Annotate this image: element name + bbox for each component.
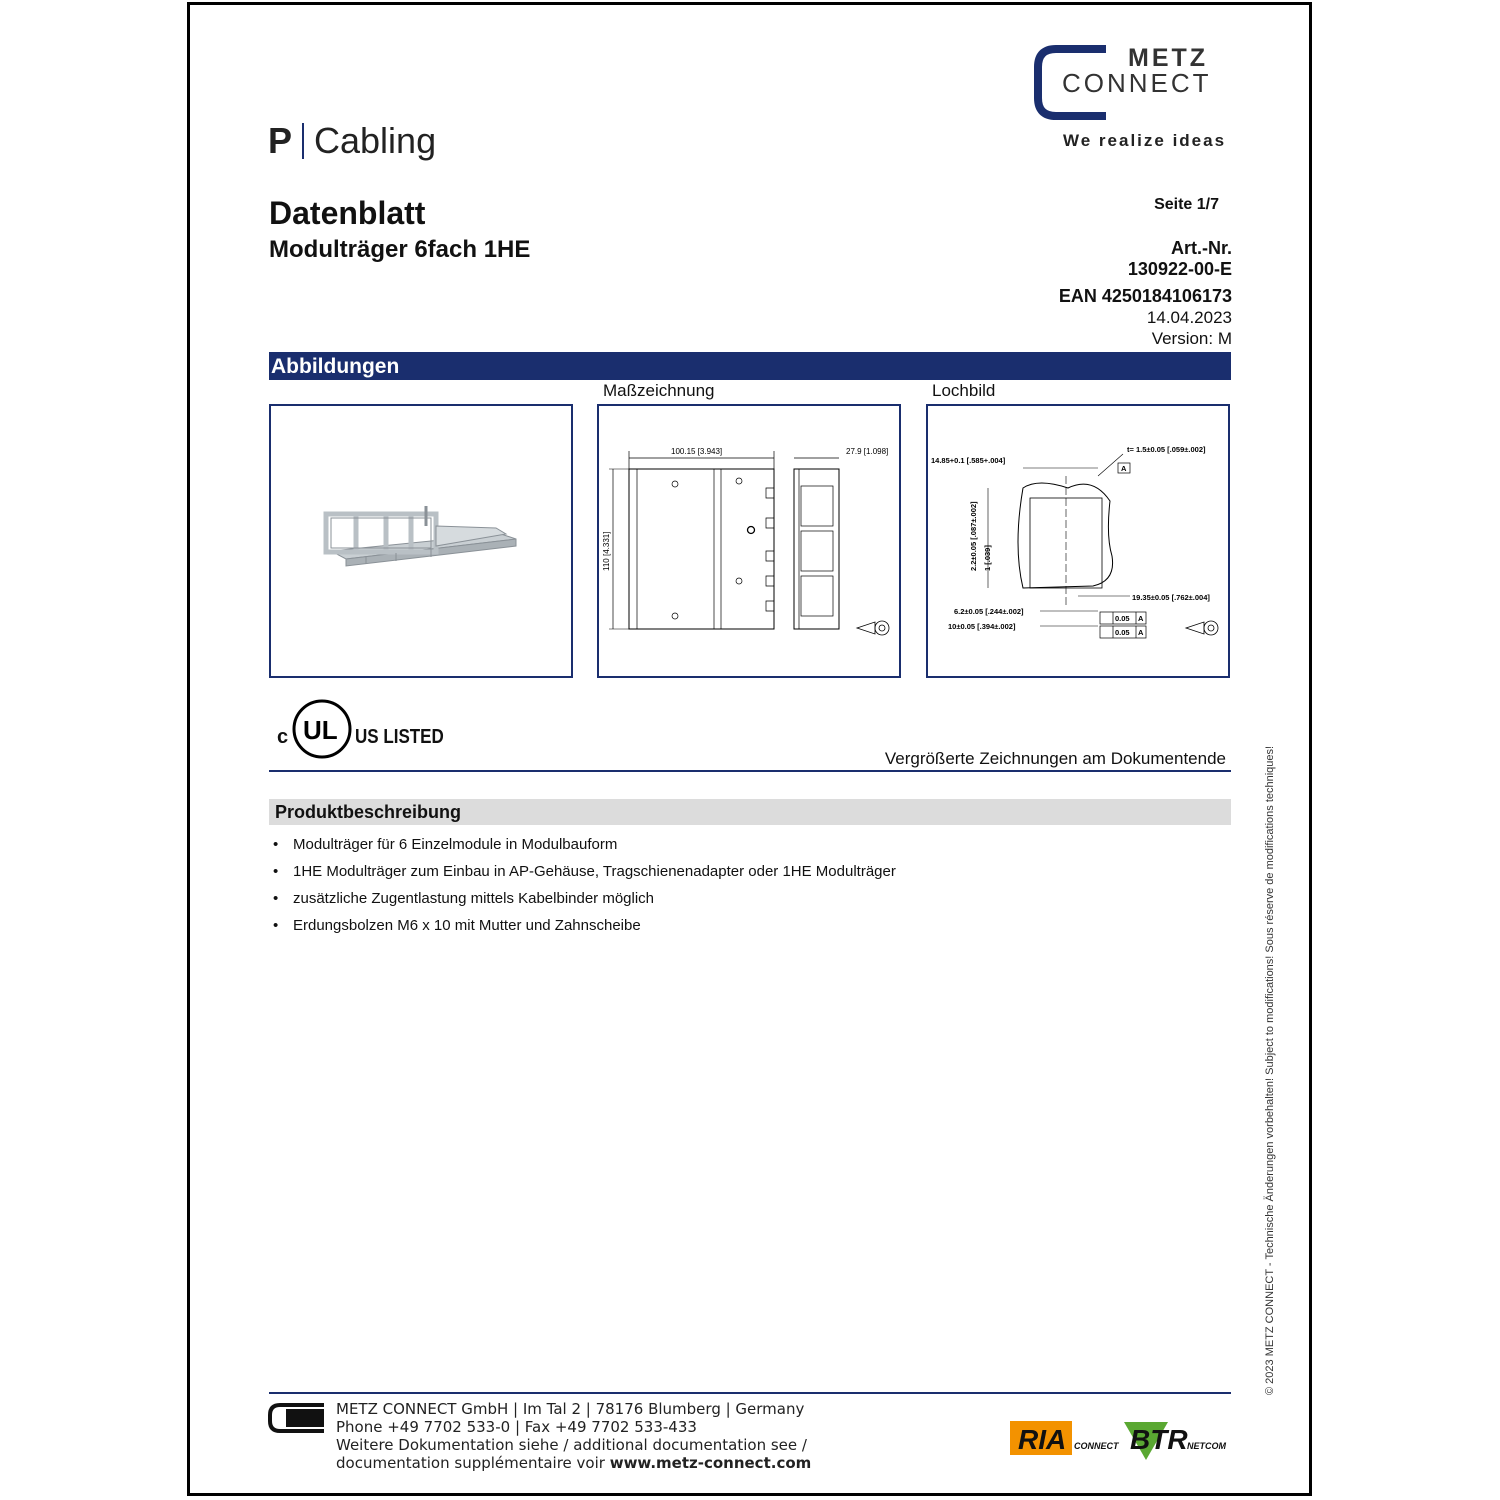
enlarged-drawings-note: Vergrößerte Zeichnungen am Dokumentende xyxy=(884,749,1226,768)
product-image xyxy=(269,404,573,678)
dim-depth-label: 27.9 [1.098] xyxy=(846,447,889,456)
art-number: 130922-00-E xyxy=(1127,259,1232,279)
doc-title: Datenblatt xyxy=(269,195,426,231)
hole-w4-label: 10±0.05 [.394±.002] xyxy=(948,622,1016,631)
footer-divider xyxy=(269,1392,1231,1394)
footer-line1: METZ CONNECT GmbH | Im Tal 2 | 78176 Blumberg | Germany xyxy=(336,1400,805,1418)
logo-slogan: We realize ideas xyxy=(1063,131,1227,150)
ria-logo-text: RIA xyxy=(1018,1424,1067,1455)
ul-listed-mark xyxy=(275,698,450,760)
hole-tol1-label: 0.05 xyxy=(1115,614,1130,623)
label-dimension-drawing: Maßzeichnung xyxy=(603,381,715,400)
hole-w2-label: 19.35±0.05 [.762±.004] xyxy=(1132,593,1210,602)
doc-version: Version: M xyxy=(1151,329,1232,348)
logo-metz: METZ xyxy=(1128,44,1209,72)
dim-width-label: 100.15 [3.943] xyxy=(671,447,723,456)
section-abbildungen: Abbildungen xyxy=(269,352,1231,380)
hole-w3-label: 6.2±0.05 [.244±.002] xyxy=(954,607,1024,616)
ean-number: EAN 4250184106173 xyxy=(1058,286,1232,306)
hole-pattern-drawing xyxy=(926,404,1230,678)
hole-datum-label: A xyxy=(1121,464,1127,473)
brand-name: Cabling xyxy=(314,120,437,161)
hole-thickness-label: t= 1.5±0.05 [.059±.002] xyxy=(1127,445,1206,454)
dim-height-label: 110 [4.331] xyxy=(602,531,611,571)
art-label: Art.-Nr. xyxy=(1170,238,1232,258)
description-list xyxy=(270,836,896,944)
list-item: • 1HE Modulträger zum Einbau in AP-Gehäuse, Tragschienenadapter oder 1HE Modulträger xyxy=(270,863,896,890)
hole-datum1-label: A xyxy=(1138,614,1144,623)
label-hole-pattern: Lochbild xyxy=(932,381,996,400)
footer-website-link[interactable]: www.metz-connect.com xyxy=(609,1454,812,1472)
footer-address xyxy=(336,1400,811,1472)
list-item: • Erdungsbolzen M6 x 10 mit Mutter und Zahnscheibe xyxy=(270,917,896,944)
list-item: • Modulträger für 6 Einzelmodule in Modulbauform xyxy=(270,836,896,863)
ul-circle-icon xyxy=(291,698,353,760)
hole-datum2-label: A xyxy=(1138,628,1144,637)
ria-logo-sub: CONNECT xyxy=(1074,1441,1119,1451)
btr-logo-text: BTR xyxy=(1130,1424,1188,1455)
doc-date: 14.04.2023 xyxy=(1146,308,1232,327)
brand-title xyxy=(268,120,436,162)
hole-v2-label: 1 [.039] xyxy=(983,545,992,571)
footer-line4 xyxy=(336,1454,811,1472)
dimension-drawing xyxy=(597,404,901,678)
module-carrier-image xyxy=(271,406,571,676)
brand-prefix: P xyxy=(268,120,293,161)
page-number: Seite 1/7 xyxy=(1154,196,1219,213)
footer-logo-icon xyxy=(268,1403,324,1433)
section-produktbeschreibung: Produktbeschreibung xyxy=(269,799,1231,825)
copyright-vertical: © 2023 METZ CONNECT - Technische Änderungen vorbehalten! Subject to modifications! Sous réserve de modifications techniques! xyxy=(1264,745,1276,1395)
footer-line3: Weitere Dokumentation siehe / additional documentation see / xyxy=(336,1436,807,1454)
hole-tol2-label: 0.05 xyxy=(1115,628,1130,637)
brand-divider xyxy=(302,123,304,159)
dimension-drawing-svg xyxy=(599,406,899,676)
ul-c: c xyxy=(277,726,289,748)
ul-text: UL xyxy=(303,715,338,745)
logo-connect: CONNECT xyxy=(1062,68,1212,98)
footer-line2: Phone +49 7702 533-0 | Fax +49 7702 533-433 xyxy=(336,1418,697,1436)
ul-listed-text: US LISTED xyxy=(355,726,444,748)
footer-line4-prefix: documentation supplémentaire voir xyxy=(336,1454,610,1472)
hole-width-label: 14.85+0.1 [.585+.004] xyxy=(931,456,1006,465)
divider-line xyxy=(269,770,1231,772)
list-item: • zusätzliche Zugentlastung mittels Kabelbinder möglich xyxy=(270,890,896,917)
btr-logo-sub: NETCOM xyxy=(1187,1441,1226,1451)
doc-subtitle: Modulträger 6fach 1HE xyxy=(269,236,531,263)
hole-v1-label: 2.2±0.05 [.087±.002] xyxy=(969,501,978,571)
hole-pattern-svg xyxy=(928,406,1228,676)
